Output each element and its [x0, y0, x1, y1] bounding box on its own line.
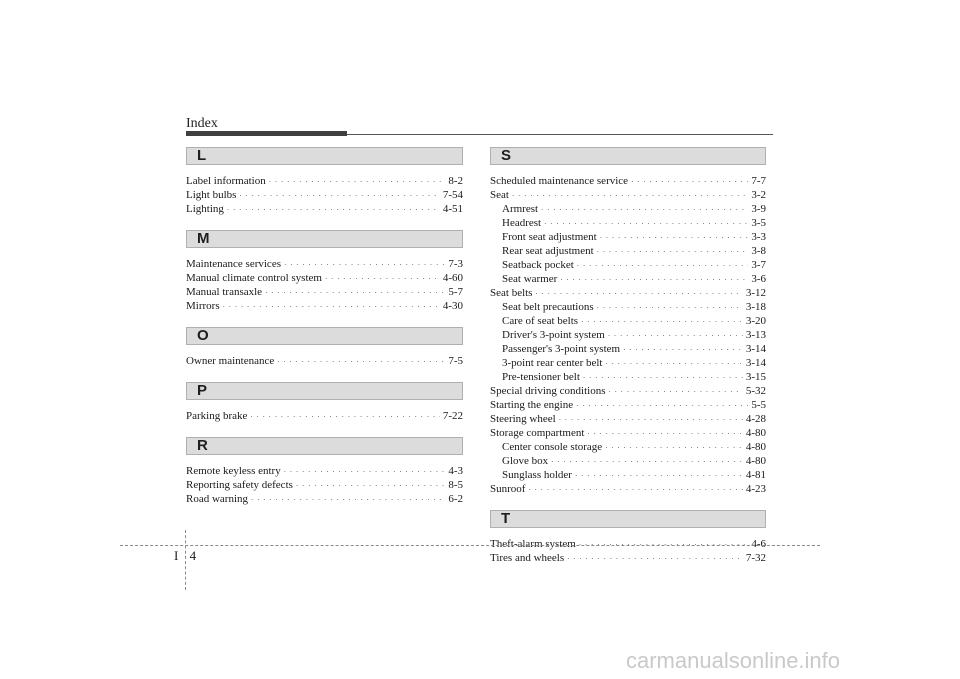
leader-dots — [284, 465, 446, 479]
leader-dots — [265, 286, 445, 300]
watermark: carmanualsonline.info — [626, 648, 841, 673]
entry-page-ref: 4-60 — [442, 272, 463, 284]
index-entry-list — [186, 455, 463, 520]
leader-dots — [605, 441, 743, 455]
index-entry[interactable] — [186, 354, 463, 368]
entry-label: Seat warmer — [502, 273, 558, 285]
entry-label: Tires and wheels — [490, 552, 565, 564]
entry-page-ref: 7-3 — [448, 258, 463, 270]
leader-dots — [581, 315, 743, 329]
leader-dots — [631, 175, 748, 189]
index-column-right — [490, 147, 766, 579]
section-letter: O — [197, 327, 209, 344]
entry-label: Sunroof — [490, 483, 526, 495]
leader-dots — [559, 413, 743, 427]
entry-label: Special driving conditions — [490, 385, 606, 397]
page-title: Index — [186, 116, 218, 131]
entry-page-ref: 3-6 — [751, 273, 766, 285]
entry-label: Driver's 3-point system — [502, 329, 605, 341]
header-rule-thin — [347, 134, 773, 135]
index-entry[interactable] — [186, 464, 463, 478]
index-subentry[interactable] — [490, 370, 766, 384]
section-letter: L — [197, 147, 207, 164]
index-entry[interactable] — [490, 426, 766, 440]
index-entry[interactable] — [186, 285, 463, 299]
entry-page-ref: 6-2 — [448, 493, 463, 505]
index-entry-list — [186, 345, 463, 382]
section-letter: R — [197, 437, 208, 454]
entry-label: Sunglass holder — [502, 469, 572, 481]
index-entry-list — [186, 400, 463, 437]
section-header-s — [490, 147, 766, 165]
index-subentry[interactable] — [490, 468, 766, 482]
index-entry[interactable] — [490, 188, 766, 202]
entry-page-ref: 4-81 — [745, 469, 766, 481]
leader-dots — [608, 385, 742, 399]
index-entry[interactable] — [186, 257, 463, 271]
entry-label: Lighting — [186, 203, 224, 215]
leader-dots — [223, 300, 440, 314]
index-entry[interactable] — [186, 271, 463, 285]
leader-dots — [296, 479, 445, 493]
entry-page-ref: 4-3 — [448, 465, 463, 477]
entry-label: Pre-tensioner belt — [502, 371, 580, 383]
index-subentry[interactable] — [490, 328, 766, 342]
entry-page-ref: 4-80 — [745, 441, 766, 453]
entry-page-ref: 3-14 — [745, 343, 766, 355]
entry-label: Storage compartment — [490, 427, 585, 439]
leader-dots — [541, 203, 748, 217]
entry-label: Light bulbs — [186, 189, 237, 201]
entry-page-ref: 3-3 — [751, 231, 766, 243]
leader-dots — [567, 552, 743, 566]
entry-page-ref: 3-9 — [751, 203, 766, 215]
entry-label: Theft-alarm system — [490, 538, 576, 550]
leader-dots — [551, 455, 743, 469]
entry-page-ref: 8-5 — [448, 479, 463, 491]
section-letter: S — [501, 147, 512, 164]
entry-page-ref: 3-2 — [751, 189, 766, 201]
leader-dots — [623, 343, 743, 357]
section-letter: P — [197, 382, 208, 399]
section-header-r — [186, 437, 463, 455]
index-entry[interactable] — [186, 478, 463, 492]
index-entry[interactable] — [490, 398, 766, 412]
index-entry[interactable] — [490, 537, 766, 551]
entry-page-ref: 3-20 — [745, 315, 766, 327]
entry-label: Rear seat adjustment — [502, 245, 594, 257]
entry-page-ref: 7-5 — [448, 355, 463, 367]
entry-label: Manual climate control system — [186, 272, 322, 284]
leader-dots — [575, 469, 743, 483]
leader-dots — [544, 217, 748, 231]
entry-page-ref: 3-18 — [745, 301, 766, 313]
leader-dots — [605, 357, 742, 371]
index-entry[interactable] — [186, 188, 463, 202]
entry-page-ref: 3-8 — [751, 245, 766, 257]
index-subentry[interactable] — [490, 314, 766, 328]
section-header-p — [186, 382, 463, 400]
index-subentry[interactable] — [490, 356, 766, 370]
entry-label: Steering wheel — [490, 413, 556, 425]
index-subentry[interactable] — [490, 244, 766, 258]
entry-label: Armrest — [502, 203, 539, 215]
entry-label: Scheduled maintenance service — [490, 175, 629, 187]
entry-page-ref: 4-6 — [751, 538, 766, 550]
entry-page-ref: 3-13 — [745, 329, 766, 341]
index-column-left — [186, 147, 463, 520]
index-entry-list — [186, 165, 463, 230]
entry-label: Parking brake — [186, 410, 248, 422]
entry-page-ref: 7-32 — [745, 552, 766, 564]
leader-dots — [608, 329, 743, 343]
leader-dots — [535, 287, 742, 301]
entry-label: Glove box — [502, 455, 549, 467]
index-entry[interactable] — [186, 202, 463, 216]
entry-label: 3-point rear center belt — [502, 357, 603, 369]
section-header-m — [186, 230, 463, 248]
leader-dots — [512, 189, 748, 203]
leader-dots — [587, 427, 742, 441]
index-entry-list — [490, 165, 766, 510]
entry-page-ref: 7-22 — [442, 410, 463, 422]
leader-dots — [239, 189, 439, 203]
entry-page-ref: 4-23 — [745, 483, 766, 495]
section-header-o — [186, 327, 463, 345]
leader-dots — [325, 272, 440, 286]
section-letter: M — [197, 230, 210, 247]
entry-label: Front seat adjustment — [502, 231, 597, 243]
leader-dots — [577, 259, 749, 273]
leader-dots — [600, 231, 749, 245]
entry-label: Label information — [186, 175, 266, 187]
entry-label: Starting the engine — [490, 399, 574, 411]
page-number: I 4 — [174, 548, 201, 563]
entry-page-ref: 3-14 — [745, 357, 766, 369]
index-entry[interactable] — [490, 286, 766, 300]
entry-page-ref: 3-7 — [751, 259, 766, 271]
index-subentry[interactable] — [490, 202, 766, 216]
entry-page-ref: 4-28 — [745, 413, 766, 425]
section-letter: T — [501, 510, 511, 527]
entry-label: Center console storage — [502, 441, 603, 453]
entry-label: Seat belts — [490, 287, 533, 299]
entry-label: Remote keyless entry — [186, 465, 281, 477]
index-entry[interactable] — [490, 412, 766, 426]
footer-dashed-rule — [120, 545, 820, 546]
leader-dots — [576, 399, 748, 413]
entry-page-ref: 5-5 — [751, 399, 766, 411]
index-entry[interactable] — [186, 174, 463, 188]
entry-page-ref: 4-30 — [442, 300, 463, 312]
leader-dots — [251, 493, 445, 507]
leader-dots — [597, 301, 743, 315]
entry-label: Reporting safety defects — [186, 479, 293, 491]
leader-dots — [250, 410, 439, 424]
entry-page-ref: 8-2 — [448, 175, 463, 187]
entry-label: Owner maintenance — [186, 355, 275, 367]
section-header-t — [490, 510, 766, 528]
entry-page-ref: 3-15 — [745, 371, 766, 383]
entry-label: Passenger's 3-point system — [502, 343, 621, 355]
index-entry-list — [186, 248, 463, 327]
index-entry[interactable] — [490, 384, 766, 398]
entry-page-ref: 4-80 — [745, 455, 766, 467]
entry-label: Care of seat belts — [502, 315, 579, 327]
entry-page-ref: 5-7 — [448, 286, 463, 298]
entry-page-ref: 5-32 — [745, 385, 766, 397]
index-subentry[interactable] — [490, 440, 766, 454]
leader-dots — [597, 245, 749, 259]
entry-label: Manual transaxle — [186, 286, 263, 298]
entry-page-ref: 7-7 — [751, 175, 766, 187]
header-rule-thick — [186, 131, 347, 136]
entry-page-ref: 3-12 — [745, 287, 766, 299]
index-subentry[interactable] — [490, 342, 766, 356]
index-subentry[interactable] — [490, 216, 766, 230]
leader-dots — [277, 355, 445, 369]
leader-dots — [560, 273, 748, 287]
entry-page-ref: 3-5 — [751, 217, 766, 229]
index-entry-list — [490, 528, 766, 579]
leader-dots — [227, 203, 440, 217]
entry-label: Headrest — [502, 217, 542, 229]
entry-page-ref: 4-80 — [745, 427, 766, 439]
index-subentry[interactable] — [490, 300, 766, 314]
index-entry[interactable] — [186, 299, 463, 313]
index-entry[interactable] — [490, 482, 766, 496]
entry-label: Seat — [490, 189, 509, 201]
entry-label: Seat belt precautions — [502, 301, 594, 313]
leader-dots — [269, 175, 446, 189]
leader-dots — [284, 258, 445, 272]
entry-page-ref: 7-54 — [442, 189, 463, 201]
index-subentry[interactable] — [490, 258, 766, 272]
index-entry[interactable] — [490, 551, 766, 565]
entry-label: Seatback pocket — [502, 259, 574, 271]
index-entry[interactable] — [490, 174, 766, 188]
entry-page-ref: 4-51 — [442, 203, 463, 215]
index-entry[interactable] — [186, 492, 463, 506]
section-header-l — [186, 147, 463, 165]
index-subentry[interactable] — [490, 230, 766, 244]
entry-label: Mirrors — [186, 300, 220, 312]
index-subentry[interactable] — [490, 454, 766, 468]
leader-dots — [583, 371, 743, 385]
index-subentry[interactable] — [490, 272, 766, 286]
entry-label: Maintenance services — [186, 258, 281, 270]
leader-dots — [528, 483, 742, 497]
entry-label: Road warning — [186, 493, 249, 505]
index-entry[interactable] — [186, 409, 463, 423]
